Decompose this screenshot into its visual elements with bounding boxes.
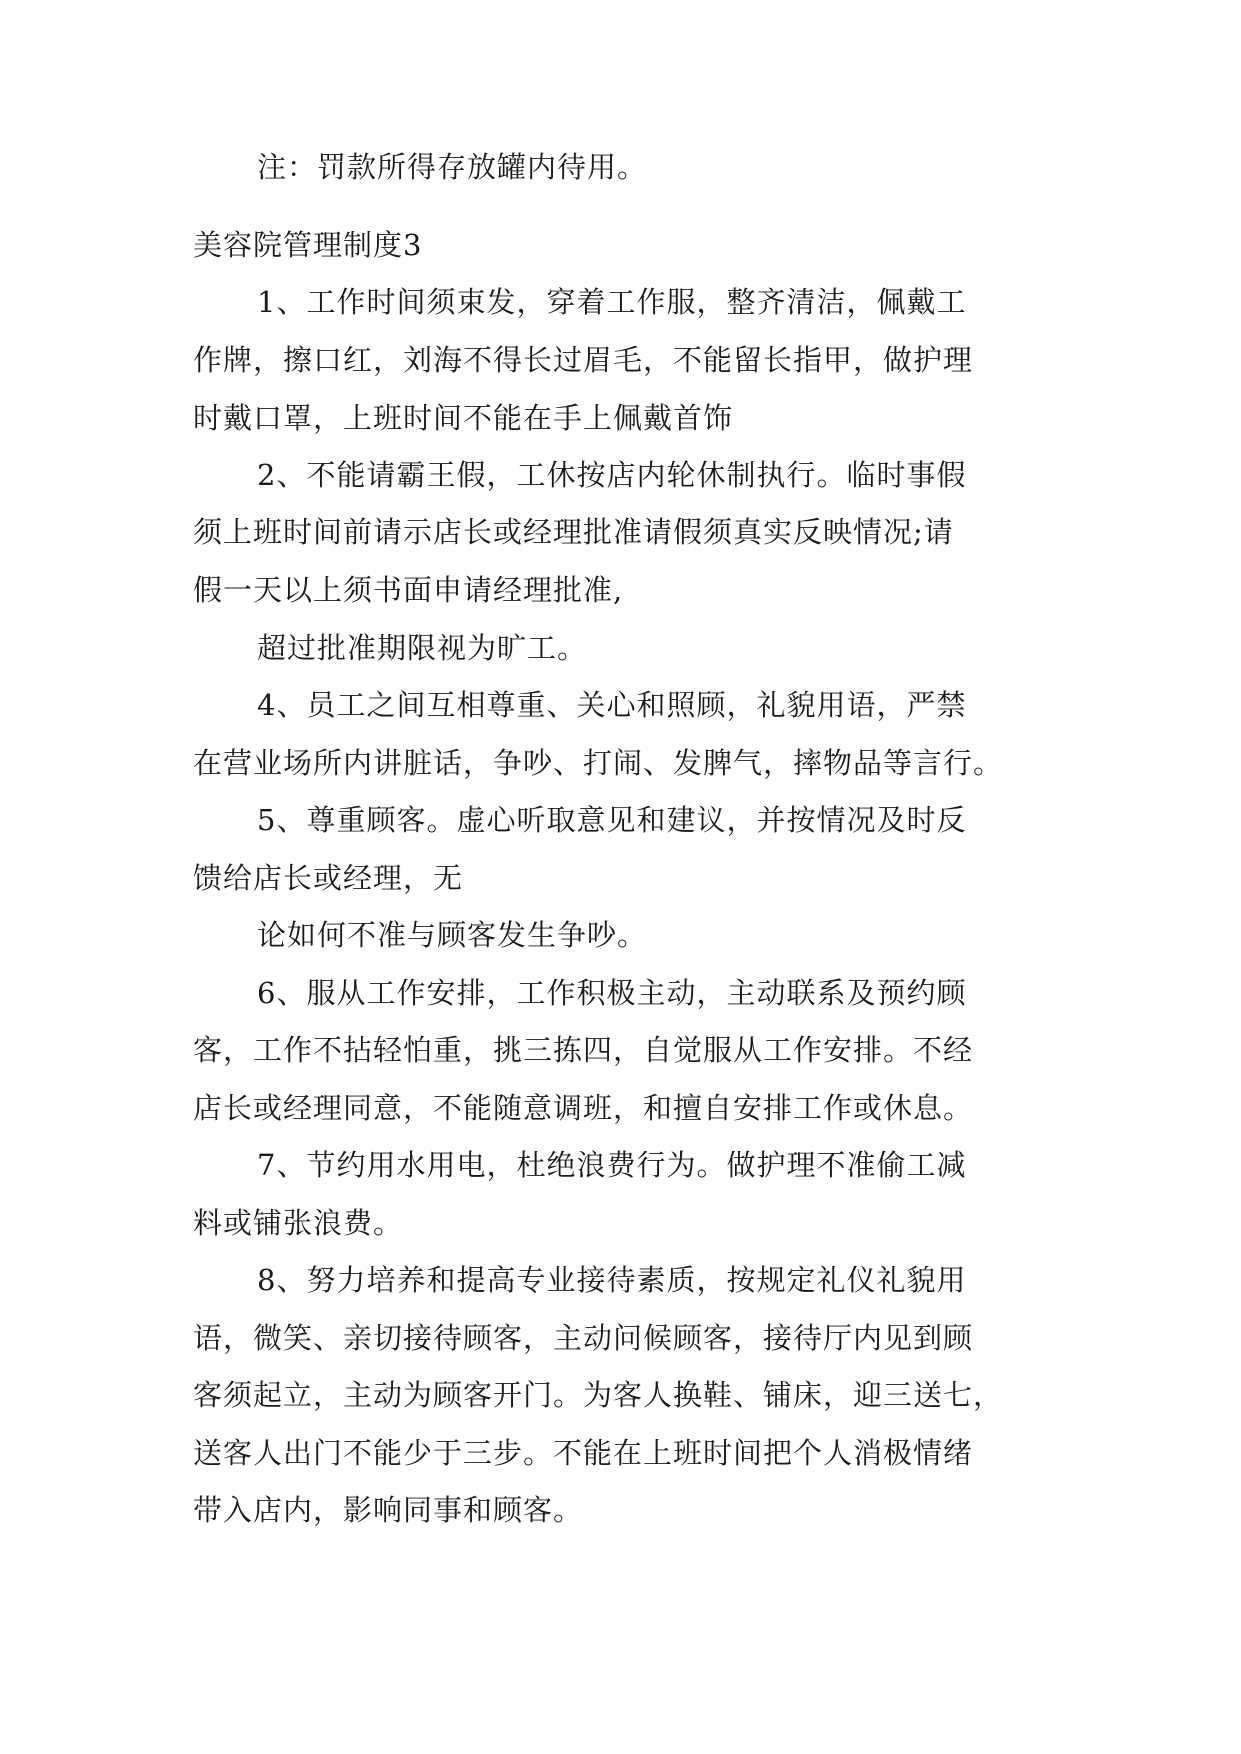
rule-8-line-5: 带入店内，影响同事和顾客。	[193, 1493, 584, 1527]
rule-5-line-3: 论如何不准与顾客发生争吵。	[257, 918, 648, 952]
rule-6-line-1: 6、服从工作安排，工作积极主动，主动联系及预约顾	[257, 976, 967, 1010]
rule-8-line-2: 语，微笑、亲切接待顾客，主动问候顾客，接待厅内见到顾	[193, 1321, 974, 1355]
rule-8-line-4: 送客人出门不能少于三步。不能在上班时间把个人消极情绪	[193, 1436, 974, 1470]
rule-2-line-3: 假一天以上须书面申请经理批准,	[193, 573, 624, 607]
rule-8-line-1: 8、努力培养和提高专业接待素质，按规定礼仪礼貌用	[257, 1263, 967, 1297]
rule-8-line-3: 客须起立，主动为顾客开门。为客人换鞋、铺床，迎三送七，	[193, 1378, 1004, 1412]
rule-7-line-1: 7、节约用水用电，杜绝浪费行为。做护理不准偷工减	[257, 1148, 967, 1182]
rule-2-line-4: 超过批准期限视为旷工。	[257, 631, 588, 665]
note-line: 注：罚款所得存放罐内待用。	[257, 150, 648, 184]
rule-1-line-3: 时戴口罩，上班时间不能在手上佩戴首饰	[193, 401, 734, 435]
rule-2-line-1: 2、不能请霸王假，工休按店内轮休制执行。临时事假	[257, 458, 967, 492]
rule-2-line-2: 须上班时间前请示店长或经理批准请假须真实反映情况;请	[193, 515, 954, 549]
rule-5-line-1: 5、尊重顾客。虚心听取意见和建议，并按情况及时反	[257, 803, 967, 837]
rule-6-line-2: 客，工作不拈轻怕重，挑三拣四，自觉服从工作安排。不经	[193, 1033, 974, 1067]
rule-4-line-1: 4、员工之间互相尊重、关心和照顾，礼貌用语，严禁	[257, 688, 967, 722]
rule-1-line-2: 作牌，擦口红，刘海不得长过眉毛，不能留长指甲，做护理	[193, 343, 974, 377]
rule-4-line-2: 在营业场所内讲脏话，争吵、打闹、发脾气，摔物品等言行。	[193, 746, 1004, 780]
rule-1-line-1: 1、工作时间须束发，穿着工作服，整齐清洁，佩戴工	[257, 285, 967, 319]
rule-7-line-2: 料或铺张浪费。	[193, 1206, 404, 1240]
section-title: 美容院管理制度3	[193, 228, 423, 262]
rule-6-line-3: 店长或经理同意，不能随意调班，和擅自安排工作或休息。	[193, 1091, 974, 1125]
rule-5-line-2: 馈给店长或经理，无	[193, 861, 464, 895]
